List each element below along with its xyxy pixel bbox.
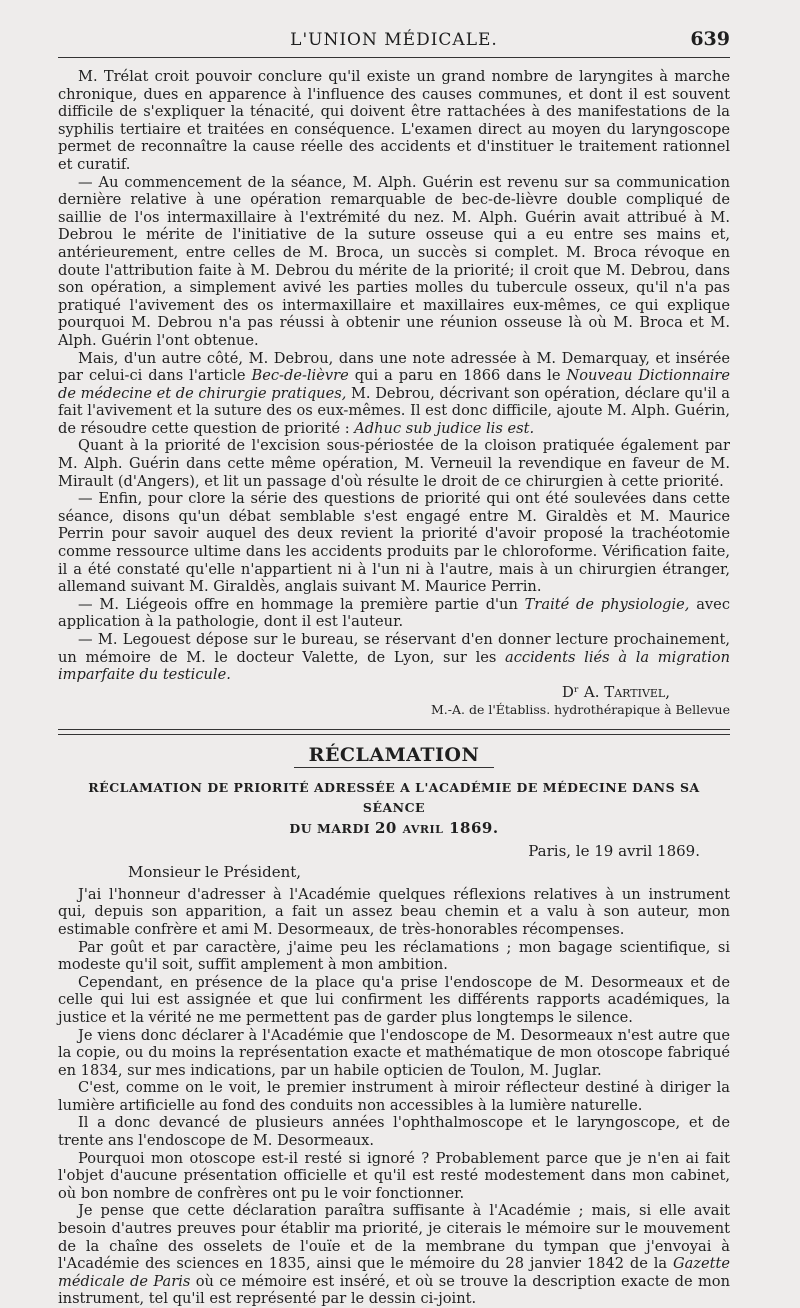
paragraph: J'ai l'honneur d'adresser à l'Académie quelques réflexions relatives à un instrument qui, depuis son apparition, a fait un assez beau chemin et a valu à son auteur, mon estimable confrère et ami M. Desormeaux, de très-honorables récompenses. xyxy=(58,885,730,938)
paragraph: — M. Liégeois offre en hommage la première partie d'un Traité de physiologie, avec application à la pathologie, dont il est l'auteur. xyxy=(58,595,730,631)
journal-title: L'UNION MÉDICALE. xyxy=(290,30,498,50)
section-title: RÉCLAMATION xyxy=(308,743,480,766)
paragraph: Je pense que cette déclaration paraîtra suffisante à l'Académie ; mais, si elle avait besoin d'autres preuves pour établir ma priorité, je citerais le mémoire sur le mouvement de la chaîne des osselets de l'ouïe et de la membrane du tympan que j'envoyai à l'Académie des sciences en 1835, ainsi que le mémoire du 28 janvier 1842 de la Gazette médicale de Paris où ce mémoire est inséré, et où se trouve la description exacte de mon instrument, tel qu'il est représenté par le dessin ci-joint. xyxy=(58,1202,730,1308)
paragraph: Pourquoi mon otoscope est-il resté si ignoré ? Probablement parce que je n'en ai fait l'objet d'aucune présentation officielle et qu'il est resté modestement dans mon cabinet, où bon nombre de confrères ont pu le voir fonctionner. xyxy=(58,1149,730,1202)
paragraph: C'est, comme on le voit, le premier instrument à miroir réflecteur destiné à diriger la lumière artificielle au fond des conduits non accessibles à la lumière naturelle. xyxy=(58,1079,730,1114)
section-subheading: RÉCLAMATION DE PRIORITÉ ADRESSÉE A L'ACADÉMIE DE MÉDECINE DANS SA SÉANCE DU MARDI 20 avril 1869. xyxy=(88,779,700,837)
signature-name: Dʳ A. Tartivel, xyxy=(561,682,670,701)
page-number: 639 xyxy=(690,28,730,50)
paragraph: Cependant, en présence de la place qu'a prise l'endoscope de M. Desormeaux et de celle qui lui est assignée et que lui confirment les différents rapports académiques, la justice et la vérité ne me permettent pas de garder plus longtemps le silence. xyxy=(58,973,730,1026)
paragraph: Mais, d'un autre côté, M. Debrou, dans une note adressée à M. Demarquay, et insérée par celui-ci dans l'article Bec-de-lièvre qui a paru en 1866 dans le Nouveau Dictionnaire de médecine et de chirurgie pratiques, M. Debrou, décrivant son opération, déclare qu'il a fait l'avivement et la suture des os eux-mêmes. Il est donc difficile, ajoute M. Alph. Guérin, de résoudre cette question de priorité : Adhuc sub judice lis est. xyxy=(58,349,731,437)
paragraph: Quant à la priorité de l'excision sous-périostée de la cloison pratiquée également par M. Alph. Guérin dans cette même opération, M. Verneuil la revendique en faveur de M. Mirault (d'Angers), et lit un passage d'où résulte le droit de ce chirurgien à cette priorité. xyxy=(58,437,730,490)
header-rule xyxy=(58,57,730,58)
signature-affiliation: M.-A. de l'Établiss. hydrothérapique à Bellevue xyxy=(431,702,730,718)
section-divider xyxy=(58,729,730,735)
paragraph: Par goût et par caractère, j'aime peu les réclamations ; mon bagage scientifique, si modeste qu'il soit, suffit amplement à mon ambition. xyxy=(58,938,730,974)
paragraph: Je viens donc déclarer à l'Académie que l'endoscope de M. Desormeaux n'est autre que la copie, ou du moins la représentation exacte et mathématique de mon otoscope fabriqué en 1834, sur mes indications, par un habile opticien de Toulon, M. Juglar. xyxy=(58,1026,730,1079)
letter-date: Paris, le 19 avril 1869. xyxy=(528,841,700,860)
running-header xyxy=(58,28,730,54)
paragraph: M. Trélat croit pouvoir conclure qu'il existe un grand nombre de laryngites à marche chronique, dues en apparence à l'influence des causes communes, et dont il est souvent difficile de s'expliquer la ténacité, qui doivent être rattachées à des manifestations de la syphilis tertiaire et traitées en conséquence. L'examen direct au moyen du laryngoscope permet de reconnaître la cause réelle des accidents et d'instituer le traitement rationnel et curatif. xyxy=(58,68,730,173)
paragraph: — Enfin, pour clore la série des questions de priorité qui ont été soulevées dans cette séance, disons qu'un débat semblable s'est engagé entre M. Giraldès et M. Maurice Perrin pour savoir auquel des deux revient la priorité d'avoir proposé la trachéotomie comme ressource ultime dans les accidents produits par le chloroforme. Vérification faite, il a été constaté qu'elle n'appartient ni à l'un ni à l'autre, mais à un chirurgien étranger, allemand suivant M. Giraldès, anglais suivant M. Maurice Perrin. xyxy=(58,490,730,596)
paragraph: — M. Legouest dépose sur le bureau, se réservant d'en donner lecture prochainement, un mémoire de M. le docteur Valette, de Lyon, sur les accidents liés à la migration imparfaite du testicule. xyxy=(58,631,730,684)
paragraph: Il a donc devancé de plusieurs années l'ophthalmoscope et le laryngoscope, et de trente ans l'endoscope de M. Desormeaux. xyxy=(58,1114,730,1150)
paragraph: — Au commencement de la séance, M. Alph. Guérin est revenu sur sa communication dernière relative à une opération remarquable de bec-de-lièvre double compliqué de saillie de l'os intermaxillaire à l'extrémité du nez. M. Alph. Guérin avait attribué à M. Debrou le mérite de l'initiative de la suture osseuse qui a eu entre ses mains et, antérieurement, entre celles de M. Broca, un succès si complet. M. Broca révoque en doute l'attribution faite à M. Debrou du mérite de la priorité; il croit que M. Debrou, dans son opération, a simplement avivé les parties molles du tubercule osseux, qu'il n'a pas pratiqué l'avivement des os intermaxillaire et maxillaires eux-mêmes, ce qui explique pourquoi M. Debrou n'a pas réussi à obtenir une réunion osseuse là où M. Broca et M. Alph. Guérin l'ont obtenue. xyxy=(58,173,730,349)
article-body xyxy=(58,68,730,1308)
title-underline xyxy=(294,767,494,768)
letter-salutation: Monsieur le Président, xyxy=(128,863,302,882)
